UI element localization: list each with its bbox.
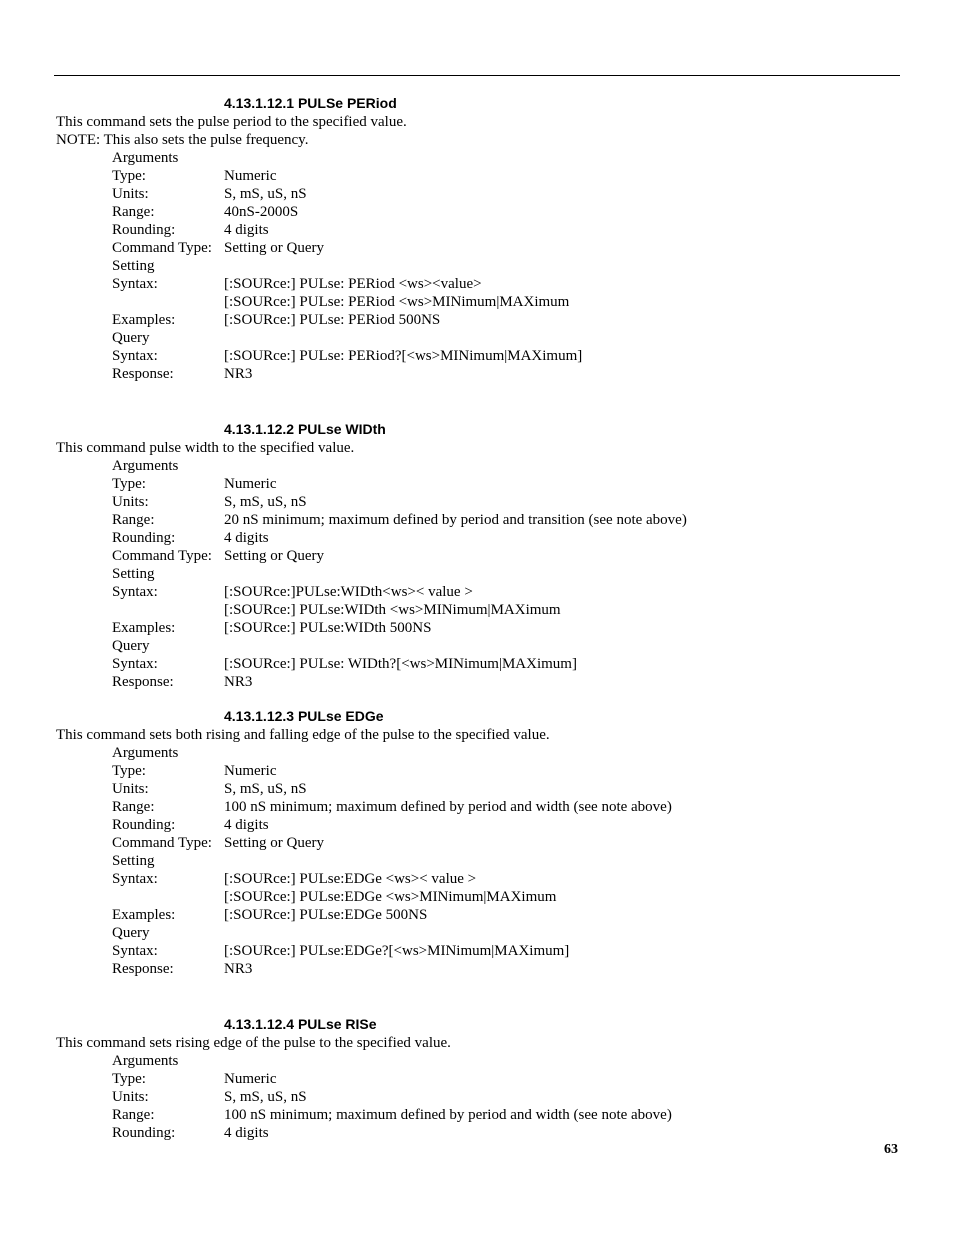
argument-value: NR3 [224, 366, 253, 382]
section-description: This command sets both rising and falling edge of the pulse to the specified value. [56, 727, 550, 743]
argument-value: 4 digits [224, 1125, 269, 1141]
argument-value: Setting or Query [224, 240, 324, 256]
argument-value: [:SOURce:] PULse: PERiod 500NS [224, 312, 441, 328]
argument-label: Rounding: [112, 222, 176, 238]
header-rule [54, 75, 900, 76]
argument-value: 4 digits [224, 222, 269, 238]
argument-label: Command Type: [112, 548, 212, 564]
argument-label: Examples: [112, 312, 176, 328]
argument-label: Units: [112, 781, 149, 797]
section-description: This command sets the pulse period to the specified value. [56, 114, 407, 130]
argument-label: Type: [112, 763, 146, 779]
argument-label: Setting [112, 258, 155, 274]
argument-label: Type: [112, 168, 146, 184]
argument-label: Syntax: [112, 584, 158, 600]
argument-value: [:SOURce:] PULse: PERiod <ws>MINimum|MAXimum [224, 294, 570, 310]
argument-value: Setting or Query [224, 548, 324, 564]
argument-label: Examples: [112, 620, 176, 636]
argument-label: Range: [112, 512, 155, 528]
argument-label: Type: [112, 1071, 146, 1087]
argument-label: Units: [112, 186, 149, 202]
argument-label: Type: [112, 476, 146, 492]
argument-value: Numeric [224, 763, 277, 779]
argument-label: Syntax: [112, 276, 158, 292]
argument-value: [:SOURce:] PULse:EDGe 500NS [224, 907, 428, 923]
argument-value: [:SOURce:]PULse:WIDth<ws>< value > [224, 584, 473, 600]
argument-label: Command Type: [112, 835, 212, 851]
argument-label: Rounding: [112, 1125, 176, 1141]
argument-value: S, mS, uS, nS [224, 1089, 307, 1105]
section-description: NOTE: This also sets the pulse frequency. [56, 132, 309, 148]
argument-label: Range: [112, 799, 155, 815]
argument-label: Setting [112, 853, 155, 869]
argument-label: Range: [112, 1107, 155, 1123]
page-number: 63 [884, 1142, 898, 1157]
argument-value: 100 nS minimum; maximum defined by period and width (see note above) [224, 1107, 672, 1123]
argument-label: Setting [112, 566, 155, 582]
argument-value: 4 digits [224, 817, 269, 833]
argument-label: Query [112, 638, 150, 654]
argument-label: Range: [112, 204, 155, 220]
argument-value: [:SOURce:] PULse:WIDth <ws>MINimum|MAXimum [224, 602, 561, 618]
argument-label: Query [112, 925, 150, 941]
argument-value: [:SOURce:] PULse: PERiod <ws><value> [224, 276, 482, 292]
argument-label: Rounding: [112, 817, 176, 833]
argument-value: [:SOURce:] PULse:EDGe <ws>MINimum|MAXimum [224, 889, 557, 905]
argument-value: Numeric [224, 476, 277, 492]
argument-value: 40nS-2000S [224, 204, 299, 220]
section-description: This command pulse width to the specified value. [56, 440, 355, 456]
argument-value: 100 nS minimum; maximum defined by period and width (see note above) [224, 799, 672, 815]
argument-label: Syntax: [112, 348, 158, 364]
argument-label: Units: [112, 1089, 149, 1105]
argument-value: [:SOURce:] PULse:WIDth 500NS [224, 620, 432, 636]
argument-value: [:SOURce:] PULse:EDGe?[<ws>MINimum|MAXimum] [224, 943, 570, 959]
argument-value: S, mS, uS, nS [224, 186, 307, 202]
argument-value: [:SOURce:] PULse:EDGe <ws>< value > [224, 871, 477, 887]
argument-value: Numeric [224, 168, 277, 184]
argument-label: Syntax: [112, 656, 158, 672]
argument-value: NR3 [224, 674, 253, 690]
argument-label: Rounding: [112, 530, 176, 546]
section-heading: 4.13.1.12.3 PULse EDGe [224, 708, 384, 724]
argument-label: Arguments [112, 1053, 179, 1069]
argument-label: Response: [112, 674, 174, 690]
argument-value: S, mS, uS, nS [224, 494, 307, 510]
argument-value: NR3 [224, 961, 253, 977]
argument-label: Syntax: [112, 871, 158, 887]
argument-value: 4 digits [224, 530, 269, 546]
argument-value: Numeric [224, 1071, 277, 1087]
section-description: This command sets rising edge of the pulse to the specified value. [56, 1035, 451, 1051]
section-heading: 4.13.1.12.1 PULSe PERiod [224, 95, 397, 111]
argument-label: Syntax: [112, 943, 158, 959]
argument-value: Setting or Query [224, 835, 324, 851]
argument-label: Response: [112, 961, 174, 977]
section-heading: 4.13.1.12.2 PULse WIDth [224, 421, 386, 437]
argument-label: Arguments [112, 745, 179, 761]
argument-label: Query [112, 330, 150, 346]
argument-label: Units: [112, 494, 149, 510]
argument-value: [:SOURce:] PULse: WIDth?[<ws>MINimum|MAXimum] [224, 656, 577, 672]
argument-label: Response: [112, 366, 174, 382]
argument-label: Arguments [112, 150, 179, 166]
argument-label: Examples: [112, 907, 176, 923]
argument-value: S, mS, uS, nS [224, 781, 307, 797]
argument-value: [:SOURce:] PULse: PERiod?[<ws>MINimum|MAXimum] [224, 348, 583, 364]
section-heading: 4.13.1.12.4 PULse RISe [224, 1016, 377, 1032]
argument-label: Command Type: [112, 240, 212, 256]
argument-value: 20 nS minimum; maximum defined by period and transition (see note above) [224, 512, 687, 528]
argument-label: Arguments [112, 458, 179, 474]
